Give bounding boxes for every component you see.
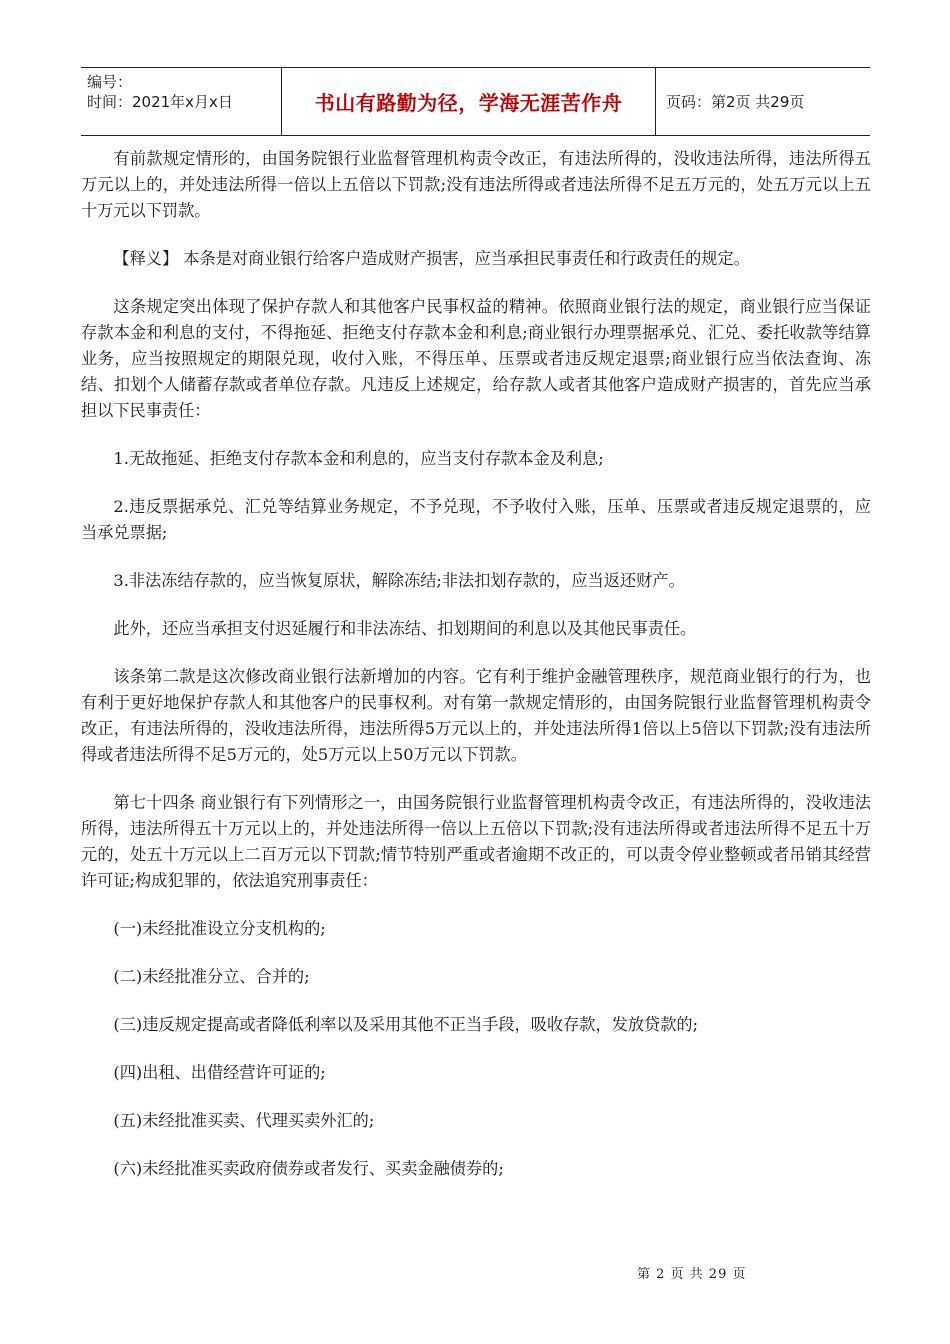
list-item: (五)未经批准买卖、代理买卖外汇的; [113, 1111, 375, 1130]
document-body [81, 146, 871, 1204]
paragraph: 2.违反票据承兑、汇兑等结算业务规定，不予兑现，不予收付入账，压单、压票或者违反规定退票的，应当承兑票据; [81, 497, 871, 542]
header-meta [81, 68, 281, 135]
header-motto: 书山有路勤为径，学海无涯苦作舟 [281, 68, 656, 135]
paragraph: 第七十四条 商业银行有下列情形之一，由国务院银行业监督管理机构责令改正，有违法所得的，没收违法所得，违法所得五十万元以上的，并处违法所得一倍以上五倍以下罚款;没有违法所得或者违法所得不足五十万元的，处五十万元以上二百万元以下罚款;情节特别严重或者逾期不改正的，可以责令停业整顿或者吊销其经营许可证;构成犯罪的，依法追究刑事责任： [81, 793, 871, 890]
paragraph: 有前款规定情形的，由国务院银行业监督管理机构责令改正，有违法所得的，没收违法所得，违法所得五万元以上的，并处违法所得一倍以上五倍以下罚款;没有违法所得或者违法所得不足五万元的，处五万元以上五十万元以下罚款。 [81, 149, 871, 220]
paragraph: 这条规定突出体现了保护存款人和其他客户民事权益的精神。依照商业银行法的规定，商业银行应当保证存款本金和利息的支付，不得拖延、拒绝支付存款本金和利息;商业银行办理票据承兑、汇兑、委托收款等结算业务，应当按照规定的期限兑现，收付入账，不得压单、压票或者违反规定退票;商业银行应当依法查询、冻结、扣划个人储蓄存款或者单位存款。凡违反上述规定，给存款人或者其他客户造成财产损害的，首先应当承担以下民事责任： [81, 297, 871, 420]
paragraph: 此外，还应当承担支付迟延履行和非法冻结、扣划期间的利息以及其他民事责任。 [113, 619, 697, 638]
page-header [81, 67, 870, 136]
list-item: (一)未经批准设立分支机构的; [113, 919, 326, 938]
list-item: (三)违反规定提高或者降低利率以及采用其他不正当手段，吸收存款，发放贷款的; [113, 1015, 699, 1034]
paragraph: 该条第二款是这次修改商业银行法新增加的内容。它有利于维护金融管理秩序，规范商业银行的行为，也有利于更好地保护存款人和其他客户的民事权利。对有第一款规定情形的，由国务院银行业监督管理机构责令改正，有违法所得的，没收违法所得，违法所得5万元以上的，并处违法所得1倍以上5倍以下罚款;没有违法所得或者违法所得不足5万元的，处5万元以上50万元以下罚款。 [81, 667, 871, 764]
paragraph: 【释义】 本条是对商业银行给客户造成财产损害，应当承担民事责任和行政责任的规定。 [113, 249, 750, 268]
paragraph: 1.无故拖延、拒绝支付存款本金和利息的，应当支付存款本金及利息; [113, 449, 604, 468]
list-item: (四)出租、出借经营许可证的; [113, 1063, 326, 1082]
list-item: (二)未经批准分立、合并的; [113, 967, 310, 986]
header-page-code: 页码：第2页 共29页 [666, 93, 805, 111]
paragraph: 3.非法冻结存款的，应当恢复原状，解除冻结;非法扣划存款的，应当返还财产。 [113, 571, 685, 590]
page-footer: 第 2 页 共 29 页 [637, 1267, 747, 1282]
number-label: 编号： [87, 73, 133, 91]
list-item: (六)未经批准买卖政府债券或者发行、买卖金融债券的; [113, 1159, 504, 1178]
time-label: 时间：2021年x月x日 [87, 93, 233, 111]
